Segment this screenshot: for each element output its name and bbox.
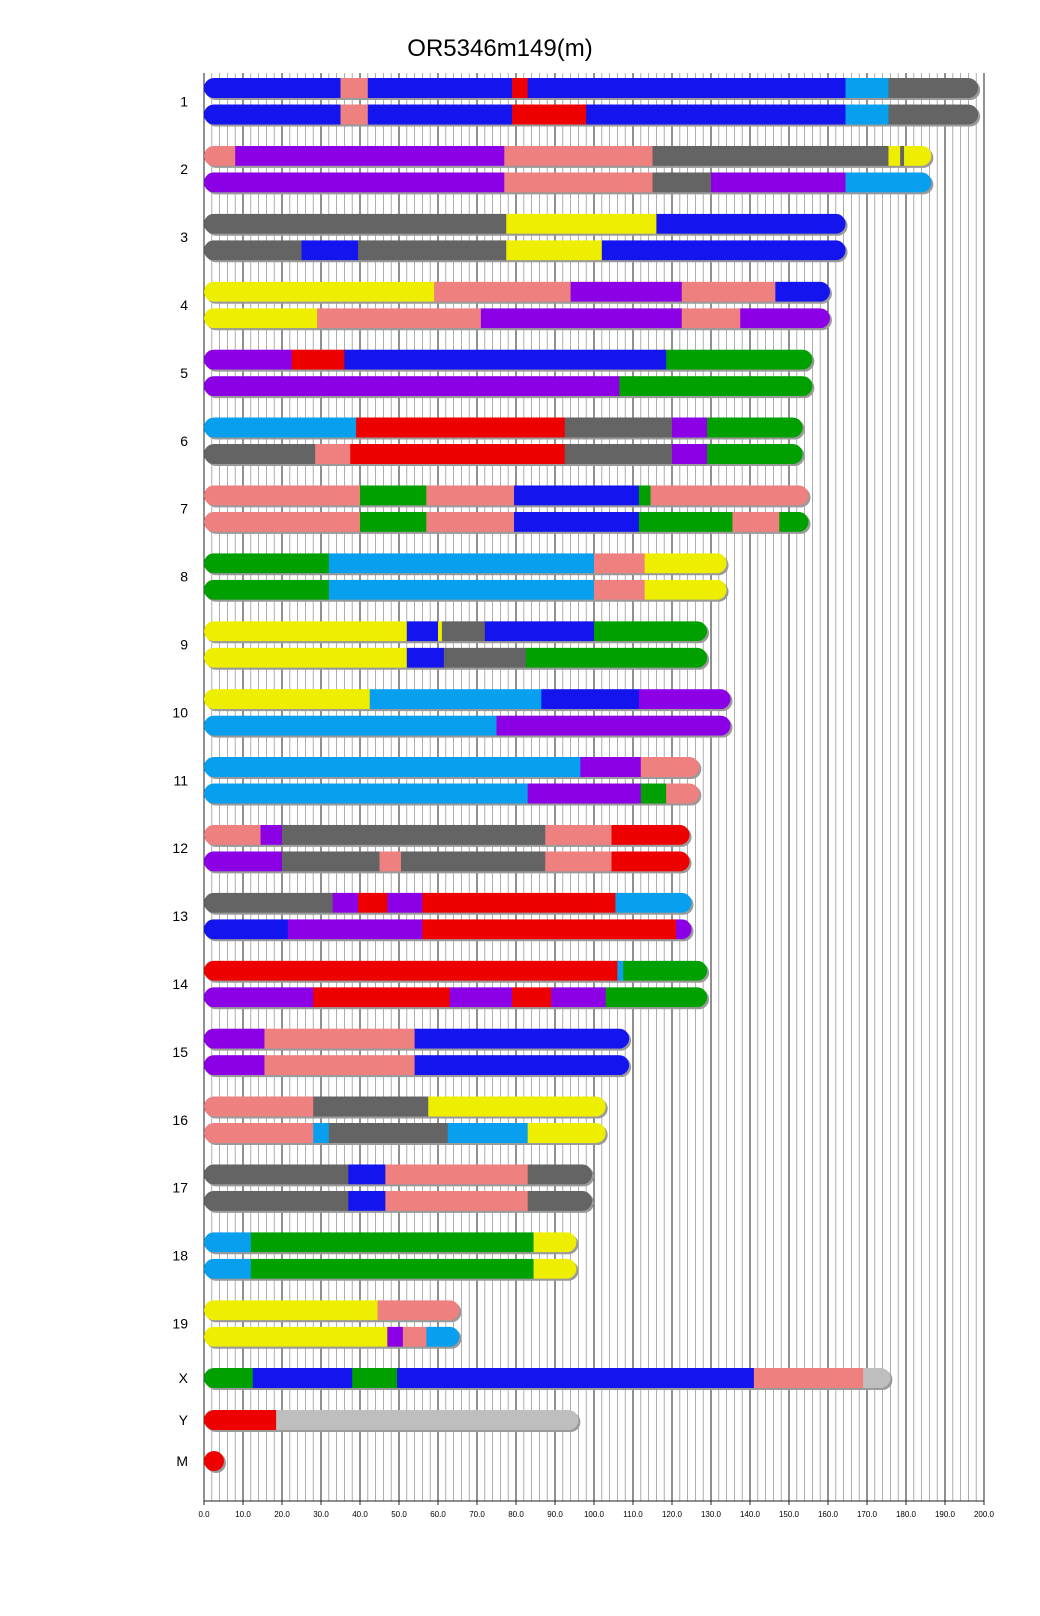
- segment-lightblue: [617, 961, 623, 981]
- segment-lightblue: [313, 1123, 329, 1143]
- segment-yellow: [204, 689, 370, 709]
- segment-salmon: [594, 553, 645, 573]
- segment-darkgray: [528, 1191, 593, 1211]
- segment-salmon: [682, 308, 741, 328]
- segment-yellow: [534, 1259, 577, 1279]
- segment-salmon: [204, 1097, 314, 1117]
- chromosome-label: 2: [180, 161, 188, 178]
- segment-green: [594, 621, 707, 641]
- segment-yellow: [204, 1300, 378, 1320]
- haplotype-bar: [204, 1191, 594, 1213]
- segment-green: [204, 580, 329, 600]
- segment-purple: [672, 418, 707, 438]
- x-tick-label: 50.0: [391, 1510, 407, 1519]
- segment-purple: [204, 172, 505, 192]
- chromosome-12: [172, 825, 691, 874]
- x-tick-label: 110.0: [623, 1510, 643, 1519]
- segment-salmon: [341, 78, 369, 98]
- segment-blue: [415, 1029, 630, 1049]
- chromosome-label: 6: [180, 432, 188, 449]
- segment-red: [350, 444, 565, 464]
- segment-blue: [397, 1368, 754, 1388]
- haplotype-bar: [204, 851, 692, 873]
- haplotype-bar: [204, 418, 805, 440]
- segment-lightblue: [329, 553, 595, 573]
- segment-yellow: [528, 1123, 606, 1143]
- x-tick-label: 80.0: [508, 1510, 524, 1519]
- segment-purple: [261, 825, 283, 845]
- segment-green: [606, 987, 708, 1007]
- segment-yellow: [204, 308, 317, 328]
- haplotype-bar: [204, 757, 701, 779]
- segment-lightblue: [615, 893, 691, 913]
- segment-yellow: [506, 240, 602, 260]
- chromosome-5: [180, 350, 814, 399]
- segment-darkgray: [204, 214, 507, 234]
- x-tick-label: 100.0: [583, 1510, 605, 1519]
- haplotype-bar: [204, 893, 694, 915]
- segment-salmon: [504, 172, 653, 192]
- segment-darkgray: [204, 893, 333, 913]
- x-tick-label: 150.0: [778, 1510, 800, 1519]
- segment-green: [526, 648, 708, 668]
- chromosome-7: [180, 485, 810, 534]
- segment-purple: [204, 376, 620, 396]
- haplotype-bar: [204, 784, 701, 806]
- segment-red: [204, 961, 618, 981]
- segment-blue: [415, 1055, 630, 1075]
- chromosome-label: 14: [172, 975, 188, 992]
- segment-purple: [481, 308, 682, 328]
- segment-red: [292, 350, 345, 370]
- segment-green: [639, 512, 733, 532]
- x-tick-label: 180.0: [895, 1510, 917, 1519]
- segment-purple: [235, 146, 504, 166]
- x-tick-label: 160.0: [817, 1510, 839, 1519]
- segment-purple: [672, 444, 707, 464]
- segment-blue: [586, 105, 846, 125]
- segment-purple: [571, 282, 682, 302]
- chart-title: OR5346m149(m): [407, 35, 593, 62]
- segment-lightblue: [448, 1123, 528, 1143]
- segment-blue: [541, 689, 639, 709]
- segment-salmon: [434, 282, 571, 302]
- segment-salmon: [378, 1300, 460, 1320]
- segment-blue: [407, 648, 444, 668]
- segment-red: [612, 825, 690, 845]
- segment-salmon: [545, 825, 612, 845]
- segment-purple: [580, 757, 641, 777]
- segment-blue: [204, 919, 288, 939]
- chromosome-m: [176, 1451, 226, 1473]
- haplotype-bar: [204, 553, 729, 575]
- chromosome-label: 5: [180, 364, 188, 381]
- segment-blue: [528, 78, 846, 98]
- segment-red: [512, 78, 528, 98]
- x-tick-label: 20.0: [274, 1510, 290, 1519]
- segment-blue: [602, 240, 846, 260]
- haplotype-bar: [204, 1259, 578, 1281]
- segment-purple: [204, 851, 282, 871]
- segment-green: [251, 1232, 534, 1252]
- haplotype-bar: [204, 512, 811, 534]
- segment-yellow: [204, 621, 407, 641]
- segment-darkgray: [565, 418, 673, 438]
- segment-lightblue: [846, 172, 932, 192]
- segment-darkgray: [329, 1123, 448, 1143]
- haplotype-bar: [204, 621, 709, 643]
- segment-yellow: [534, 1232, 577, 1252]
- segment-red: [422, 893, 615, 913]
- x-tick-label: 40.0: [352, 1510, 368, 1519]
- haplotype-bar: [204, 146, 933, 168]
- segment-salmon: [754, 1368, 864, 1388]
- segment-yellow: [904, 146, 932, 166]
- segment-purple: [551, 987, 606, 1007]
- chromosome-19: [172, 1300, 461, 1349]
- chromosome-label: X: [178, 1370, 188, 1386]
- segment-blue: [344, 350, 666, 370]
- segment-yellow: [428, 1097, 606, 1117]
- segment-green: [641, 784, 667, 804]
- haplotype-bar: [204, 825, 692, 847]
- haplotype-bar: [204, 308, 832, 330]
- segment-blue: [302, 240, 359, 260]
- haplotype-bar: [204, 1451, 226, 1473]
- segment-purple: [639, 689, 731, 709]
- segment-lightblue: [204, 1259, 251, 1279]
- segment-blue: [514, 485, 639, 505]
- haplotype-bar: [204, 919, 694, 941]
- segment-green: [251, 1259, 534, 1279]
- segment-lightblue: [204, 757, 581, 777]
- segment-blue: [253, 1368, 353, 1388]
- segment-darkgray: [204, 444, 315, 464]
- segment-darkgray: [282, 825, 546, 845]
- segment-salmon: [380, 851, 402, 871]
- segment-green: [360, 512, 427, 532]
- haplotype-bar: [204, 580, 729, 602]
- chromosome-label: 16: [172, 1111, 188, 1128]
- segment-salmon: [315, 444, 350, 464]
- chromosome-3: [180, 214, 847, 262]
- haplotype-bar: [204, 716, 733, 738]
- segment-darkgray: [653, 146, 889, 166]
- segment-purple: [288, 919, 423, 939]
- segment-blue: [656, 214, 845, 234]
- chromosome-1: [180, 78, 980, 127]
- haplotype-bar: [204, 172, 933, 194]
- segment-purple: [387, 893, 422, 913]
- chromosome-15: [172, 1029, 631, 1078]
- haplotype-bar: [204, 1055, 631, 1077]
- chromosome-label: 12: [172, 840, 188, 857]
- haplotype-bar: [204, 282, 832, 304]
- chromosome-14: [172, 961, 709, 1010]
- segment-yellow: [506, 214, 656, 234]
- segment-yellow: [438, 621, 442, 641]
- segment-blue: [204, 105, 341, 125]
- segment-green: [666, 350, 813, 370]
- chromosome-label: Y: [178, 1412, 188, 1428]
- segment-lightblue: [329, 580, 595, 600]
- segment-green: [352, 1368, 397, 1388]
- segment-green: [779, 512, 809, 532]
- segment-blue: [775, 282, 830, 302]
- segment-salmon: [204, 512, 360, 532]
- segment-yellow: [645, 580, 727, 600]
- segment-blue: [204, 78, 341, 98]
- haplotype-bar: [204, 1410, 580, 1432]
- haplotype-bar: [204, 376, 814, 398]
- segment-darkgray: [204, 1191, 349, 1211]
- haplotype-bar: [204, 1368, 892, 1390]
- segment-salmon: [641, 757, 700, 777]
- haplotype-bar: [204, 1327, 461, 1349]
- segment-purple: [204, 1055, 265, 1075]
- x-tick-label: 60.0: [430, 1510, 446, 1519]
- x-tick-label: 70.0: [469, 1510, 485, 1519]
- segment-purple: [387, 1327, 403, 1347]
- haplotype-bar: [204, 105, 980, 127]
- chromosome-label: 7: [180, 500, 188, 517]
- segment-purple: [740, 308, 830, 328]
- segment-lightblue: [204, 716, 497, 736]
- haplotype-bar: [204, 689, 733, 711]
- haplotype-bar: [204, 648, 709, 670]
- segment-lightblue: [204, 784, 528, 804]
- chromosome-label: 3: [180, 229, 188, 246]
- chromosome-label: 10: [172, 704, 188, 721]
- segment-salmon: [264, 1055, 414, 1075]
- segment-yellow: [204, 1327, 388, 1347]
- segment-blue: [368, 78, 513, 98]
- segment-darkgray: [358, 240, 507, 260]
- x-axis: [198, 1501, 994, 1519]
- segment-purple: [204, 987, 314, 1007]
- haplotype-bar: [204, 1097, 608, 1119]
- chromosome-label: 11: [173, 772, 188, 789]
- chromosome-8: [180, 553, 728, 602]
- haplotype-bar: [204, 1123, 608, 1145]
- haplotype-bar: [204, 444, 805, 466]
- segment-salmon: [594, 580, 645, 600]
- segment-salmon: [651, 485, 809, 505]
- segment-darkgray: [204, 240, 302, 260]
- x-tick-label: 170.0: [856, 1510, 878, 1519]
- chromosome-label: 9: [180, 636, 188, 653]
- segment-lightblue: [204, 418, 356, 438]
- x-tick-label: 0.0: [198, 1510, 210, 1519]
- segment-darkgray: [888, 78, 978, 98]
- segment-yellow: [204, 648, 407, 668]
- segment-darkgray: [653, 172, 712, 192]
- chromosome-label: 4: [180, 296, 188, 313]
- segment-blue: [485, 621, 595, 641]
- segment-purple: [450, 987, 513, 1007]
- segment-purple: [204, 350, 292, 370]
- segment-blue: [514, 512, 639, 532]
- segment-salmon: [264, 1029, 414, 1049]
- chromosome-label: 18: [172, 1247, 188, 1264]
- segment-lightblue: [426, 1327, 459, 1347]
- chromosome-label: 13: [172, 908, 188, 925]
- segment-red: [512, 105, 586, 125]
- x-tick-label: 200.0: [973, 1510, 995, 1519]
- segment-green: [204, 553, 329, 573]
- segment-purple: [711, 172, 846, 192]
- segment-red: [612, 851, 690, 871]
- segment-red: [422, 919, 676, 939]
- x-tick-label: 130.0: [700, 1510, 722, 1519]
- segment-green: [619, 376, 812, 396]
- chromosome-16: [172, 1097, 607, 1146]
- segment-salmon: [545, 851, 612, 871]
- segment-salmon: [426, 485, 514, 505]
- segment-darkgray: [204, 1164, 349, 1184]
- segment-blue: [348, 1191, 385, 1211]
- segment-purple: [497, 716, 731, 736]
- segment-green: [204, 1368, 253, 1388]
- haplotype-bar: [204, 1164, 594, 1186]
- haplotype-bar: [204, 1300, 461, 1322]
- segment-yellow: [645, 553, 727, 573]
- segment-salmon: [385, 1164, 528, 1184]
- segment-darkgray: [565, 444, 673, 464]
- haplotype-bar: [204, 1029, 631, 1051]
- x-tick-label: 190.0: [934, 1510, 956, 1519]
- haplotype-bar: [204, 1232, 578, 1254]
- segment-green: [639, 485, 651, 505]
- x-tick-label: 10.0: [235, 1510, 251, 1519]
- segment-darkgray: [282, 851, 380, 871]
- chromosome-label: 19: [172, 1315, 188, 1332]
- segment-salmon: [204, 825, 261, 845]
- chromosome-label: 8: [180, 568, 188, 585]
- segment-darkgray: [401, 851, 546, 871]
- chromosome-11: [173, 757, 701, 806]
- segment-lightgray: [276, 1410, 579, 1430]
- segment-lightblue: [204, 1232, 251, 1252]
- segment-red: [313, 987, 450, 1007]
- x-tick-label: 90.0: [547, 1510, 563, 1519]
- segment-darkgray: [313, 1097, 428, 1117]
- chromosome-x: [179, 1368, 893, 1390]
- segment-purple: [528, 784, 641, 804]
- segment-green: [623, 961, 707, 981]
- segment-purple: [333, 893, 359, 913]
- x-tick-label: 120.0: [661, 1510, 683, 1519]
- segment-green: [360, 485, 427, 505]
- segment-darkgray: [442, 621, 485, 641]
- chromosome-label: M: [176, 1453, 188, 1469]
- segment-darkgray: [444, 648, 526, 668]
- chromosome-y: [179, 1410, 581, 1432]
- segment-green: [707, 418, 803, 438]
- segment-salmon: [204, 146, 236, 166]
- segment-salmon: [403, 1327, 427, 1347]
- segment-salmon: [341, 105, 369, 125]
- x-tick-label: 140.0: [739, 1510, 761, 1519]
- haplotype-bar: [204, 961, 709, 983]
- segment-blue: [368, 105, 513, 125]
- segment-blue: [348, 1164, 385, 1184]
- segment-yellow: [204, 282, 434, 302]
- segment-lightblue: [370, 689, 542, 709]
- haplotype-bar: [204, 240, 848, 262]
- chromosome-label: 15: [172, 1043, 188, 1060]
- segment-red: [512, 987, 551, 1007]
- haplotype-bar: [204, 485, 811, 507]
- segment-lightblue: [846, 105, 889, 125]
- haplotype-bar: [204, 214, 848, 236]
- segment-darkgray: [900, 146, 904, 166]
- haplotype-bar: [204, 78, 980, 100]
- segment-yellow: [888, 146, 900, 166]
- segment-salmon: [504, 146, 653, 166]
- chromosome-label: 17: [172, 1179, 188, 1196]
- segment-green: [707, 444, 803, 464]
- segment-salmon: [682, 282, 776, 302]
- haplotype-bar: [204, 987, 709, 1009]
- segment-salmon: [204, 485, 360, 505]
- segment-salmon: [204, 1123, 314, 1143]
- segment-purple: [204, 1029, 265, 1049]
- segment-darkgray: [888, 105, 978, 125]
- segment-lightblue: [846, 78, 889, 98]
- segment-darkgray: [528, 1164, 593, 1184]
- segment-salmon: [666, 784, 699, 804]
- segment-salmon: [317, 308, 481, 328]
- segment-salmon: [732, 512, 779, 532]
- segment-blue: [407, 621, 439, 641]
- haplotype-bar: [204, 350, 814, 372]
- chromosome-9: [180, 621, 709, 670]
- segment-red: [358, 893, 388, 913]
- chromosome-label: 1: [180, 93, 188, 110]
- segment-salmon: [426, 512, 514, 532]
- x-tick-label: 30.0: [313, 1510, 329, 1519]
- segment-red: [204, 1410, 276, 1430]
- segment-lightgray: [863, 1368, 891, 1388]
- segment-salmon: [385, 1191, 528, 1211]
- segment-red: [356, 418, 565, 438]
